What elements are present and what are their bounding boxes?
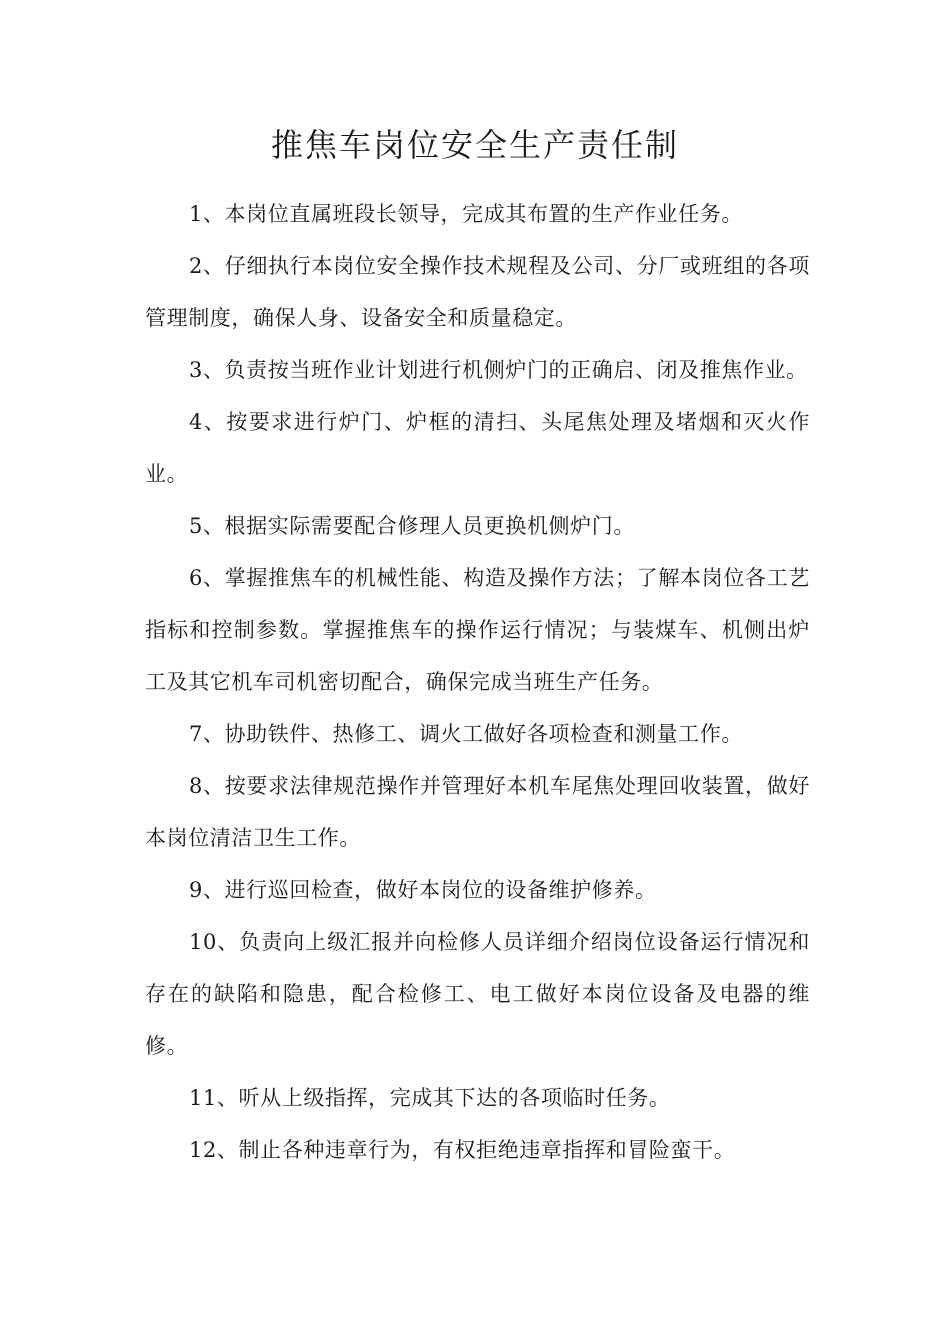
responsibility-item: 2、仔细执行本岗位安全操作技术规程及公司、分厂或班组的各项管理制度，确保人身、设备安全和质量稳定。 xyxy=(145,254,810,330)
responsibility-item: 12、制止各种违章行为，有权拒绝违章指挥和冒险蛮干。 xyxy=(189,1138,736,1162)
responsibility-item: 3、负责按当班作业计划进行机侧炉门的正确启、闭及推焦作业。 xyxy=(189,358,808,382)
responsibility-item: 1、本岗位直属班段长领导，完成其布置的生产作业任务。 xyxy=(189,202,743,226)
document-title: 推焦车岗位安全生产责任制 xyxy=(270,126,679,164)
responsibility-item: 8、按要求法律规范操作并管理好本机车尾焦处理回收装置，做好本岗位清洁卫生工作。 xyxy=(145,774,810,850)
responsibility-item: 5、根据实际需要配合修理人员更换机侧炉门。 xyxy=(189,514,635,538)
responsibility-item: 7、协助铁件、热修工、调火工做好各项检查和测量工作。 xyxy=(189,722,743,746)
responsibility-item: 4、按要求进行炉门、炉框的清扫、头尾焦处理及堵烟和灭火作业。 xyxy=(145,410,810,486)
responsibility-item: 10、负责向上级汇报并向检修人员详细介绍岗位设备运行情况和存在的缺陷和隐患，配合检修工、电工做好本岗位设备及电器的维修。 xyxy=(145,930,810,1058)
responsibility-item: 6、掌握推焦车的机械性能、构造及操作方法；了解本岗位各工艺指标和控制参数。掌握推焦车的操作运行情况；与装煤车、机侧出炉工及其它机车司机密切配合，确保完成当班生产任务。 xyxy=(145,566,810,694)
responsibility-item: 9、进行巡回检查，做好本岗位的设备维护修养。 xyxy=(189,878,657,902)
responsibility-item: 11、听从上级指挥，完成其下达的各项临时任务。 xyxy=(189,1086,671,1110)
responsibility-list xyxy=(145,188,810,1176)
